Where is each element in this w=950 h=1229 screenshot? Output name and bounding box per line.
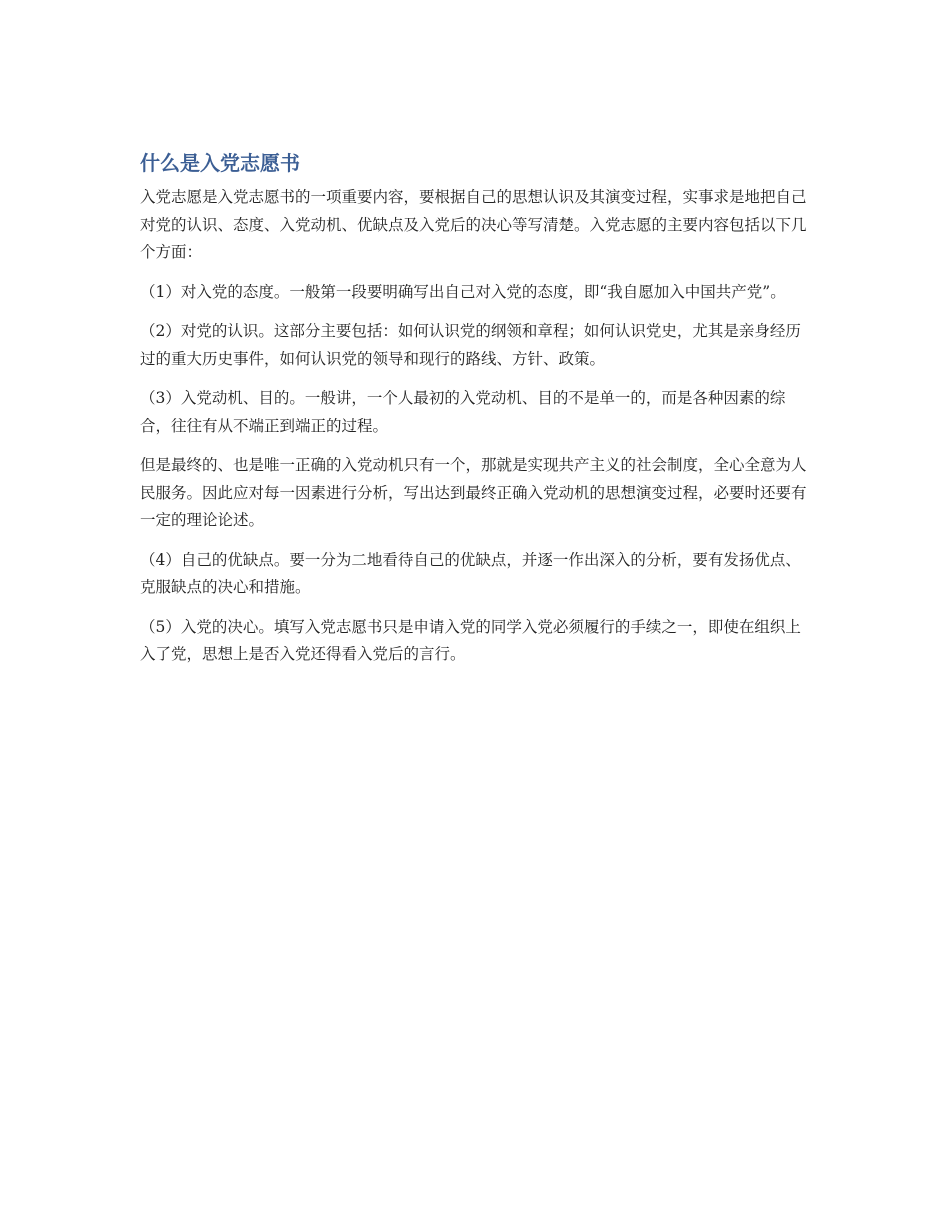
point-3-motivation-paragraph: （3）入党动机、目的。一般讲，一个人最初的入党动机、目的不是单一的，而是各种因素的综合，往往有从不端正到端正的过程。 (140, 389, 786, 435)
point-4-strengths-weaknesses-paragraph: （4）自己的优缺点。要一分为二地看待自己的优缺点，并逐一作出深入的分析，要有发扬优点、克服缺点的决心和措施。 (140, 550, 801, 596)
intro-paragraph: 入党志愿是入党志愿书的一项重要内容，要根据自己的思想认识及其演变过程，实事求是地把自己对党的认识、态度、入党动机、优缺点及入党后的决心等写清楚。入党志愿的主要内容包括以下几个方面： (140, 188, 807, 261)
document-body (140, 148, 810, 681)
point-2-understanding-paragraph: （2）对党的认识。这部分主要包括：如何认识党的纲领和章程；如何认识党史，尤其是亲身经历过的重大历史事件，如何认识党的领导和现行的路线、方针、政策。 (140, 322, 801, 368)
point-1-attitude-paragraph: （1）对入党的态度。一般第一段要明确写出自己对入党的态度，即“我自愿加入中国共产党”。 (140, 282, 786, 301)
point-5-determination-paragraph: （5）入党的决心。填写入党志愿书只是申请入党的同学入党必须履行的手续之一，即使在组织上入了党，思想上是否入党还得看入党后的言行。 (140, 617, 801, 663)
document-title: 什么是入党志愿书 (140, 151, 300, 175)
motivation-explanation-paragraph: 但是最终的、也是唯一正确的入党动机只有一个，那就是实现共产主义的社会制度，全心全意为人民服务。因此应对每一因素进行分析，写出达到最终正确入党动机的思想演变过程，必要时还要有一定的理论论述。 (140, 456, 807, 529)
